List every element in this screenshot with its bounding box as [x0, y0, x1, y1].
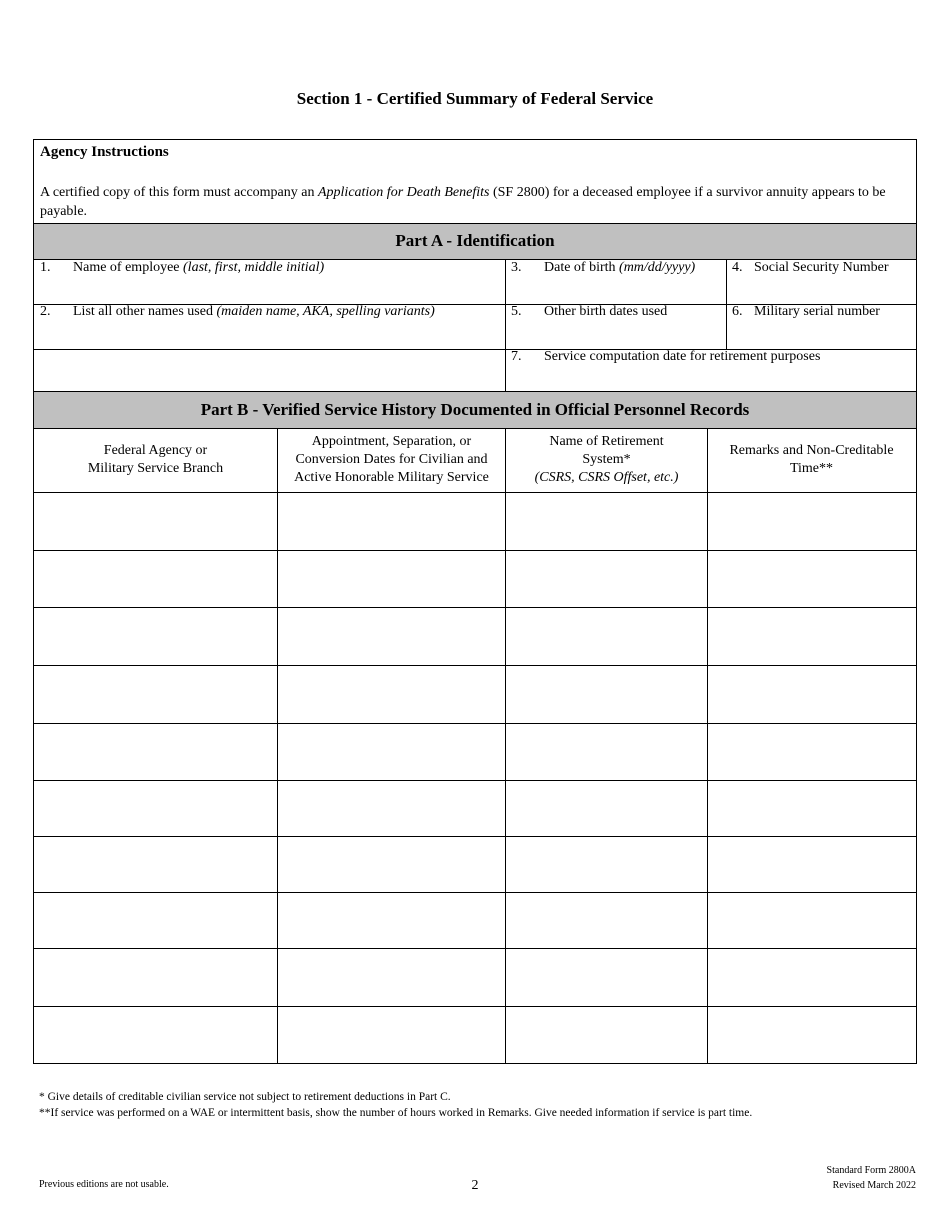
- field-other-birth-dates[interactable]: [511, 304, 667, 320]
- column-header-hint: (CSRS, CSRS Offset, etc.): [534, 470, 679, 485]
- form-identifier: [827, 1163, 916, 1193]
- footer-editions-note: Previous editions are not usable.: [39, 1179, 169, 1190]
- field-label: Other birth dates used: [544, 304, 668, 319]
- field-label: Name of employee: [73, 260, 184, 275]
- column-header-agency: [34, 428, 277, 492]
- field-number: 5.: [511, 304, 522, 319]
- footnotes: [39, 1089, 752, 1121]
- column-header-line: [506, 469, 707, 487]
- column-header-retirement-system: [506, 428, 707, 492]
- instr-text-before: A certified copy of this form must accompany an: [40, 185, 318, 200]
- part-a-heading: Part A - Identification: [34, 223, 916, 260]
- column-header-line: Conversion Dates for Civilian and: [295, 452, 488, 467]
- table-column-divider: [277, 428, 278, 1063]
- field-number: 7.: [511, 349, 522, 364]
- field-date-of-birth[interactable]: [511, 260, 695, 276]
- field-hint: (last, first, middle initial): [183, 260, 325, 275]
- table-row-divider: [34, 607, 916, 608]
- column-header-line: Time**: [789, 461, 834, 476]
- column-header-line: Appointment, Separation, or: [311, 434, 472, 449]
- column-header-dates: [277, 428, 506, 492]
- page-title: Section 1 - Certified Summary of Federal Service: [296, 89, 654, 108]
- page-number: 2: [471, 1178, 479, 1193]
- field-ssn[interactable]: [732, 260, 889, 276]
- form-frame: [33, 139, 917, 1064]
- form-revision: Revised March 2022: [832, 1180, 916, 1191]
- part-a-column-divider-2: [726, 259, 727, 350]
- footnote-double-asterisk: **If service was performed on a WAE or intermittent basis, show the number of hours worked in Remarks. Give needed information if service is part time.: [39, 1107, 753, 1119]
- field-label: Date of birth: [544, 260, 620, 275]
- column-header-line: Military Service Branch: [87, 461, 224, 476]
- field-label: Service computation date for retirement purposes: [544, 349, 821, 364]
- column-header-line: Active Honorable Military Service: [294, 470, 489, 485]
- table-row-divider: [34, 1006, 916, 1007]
- part-a-column-divider-1: [505, 259, 506, 392]
- column-header-line: Federal Agency or: [103, 443, 208, 458]
- field-number: 1.: [40, 260, 51, 275]
- table-row-divider: [34, 723, 916, 724]
- table-column-divider: [505, 428, 506, 1063]
- table-row-divider: [34, 892, 916, 893]
- field-service-computation-date[interactable]: [511, 349, 820, 365]
- table-column-divider: [707, 428, 708, 1063]
- table-row-divider: [34, 948, 916, 949]
- form-name: Standard Form 2800A: [826, 1165, 916, 1176]
- part-b-header-divider: [34, 492, 916, 493]
- table-row-divider: [34, 836, 916, 837]
- part-b-heading: Part B - Verified Service History Documented in Official Personnel Records: [34, 391, 916, 429]
- column-header-line: System*: [582, 452, 631, 467]
- field-hint: (mm/dd/yyyy): [619, 260, 696, 275]
- field-military-serial[interactable]: [732, 304, 880, 320]
- field-number: 4.: [732, 260, 743, 275]
- table-row-divider: [34, 550, 916, 551]
- column-header-line: Remarks and Non-Creditable: [729, 443, 894, 458]
- table-row-divider: [34, 780, 916, 781]
- field-number: 3.: [511, 260, 522, 275]
- table-row-divider: [34, 665, 916, 666]
- agency-instructions-heading: Agency Instructions: [40, 144, 169, 160]
- instr-text-after: (SF 2800) for a deceased employee if a survivor annuity appears to be payable.: [40, 185, 886, 219]
- field-label: List all other names used: [73, 304, 217, 319]
- field-other-names[interactable]: [40, 304, 435, 320]
- footnote-single-asterisk: * Give details of creditable civilian service not subject to retirement deductions in Part C.: [39, 1091, 451, 1103]
- field-number: 6.: [732, 304, 743, 319]
- field-number: 2.: [40, 304, 51, 319]
- agency-instructions-text: [40, 183, 906, 221]
- column-header-line: Name of Retirement: [549, 434, 664, 449]
- field-label: Social Security Number: [754, 260, 889, 275]
- field-label: Military serial number: [754, 304, 880, 319]
- field-hint: (maiden name, AKA, spelling variants): [216, 304, 435, 319]
- column-header-remarks: [707, 428, 916, 492]
- instr-text-italic: Application for Death Benefits: [317, 185, 490, 200]
- field-employee-name[interactable]: [40, 260, 324, 276]
